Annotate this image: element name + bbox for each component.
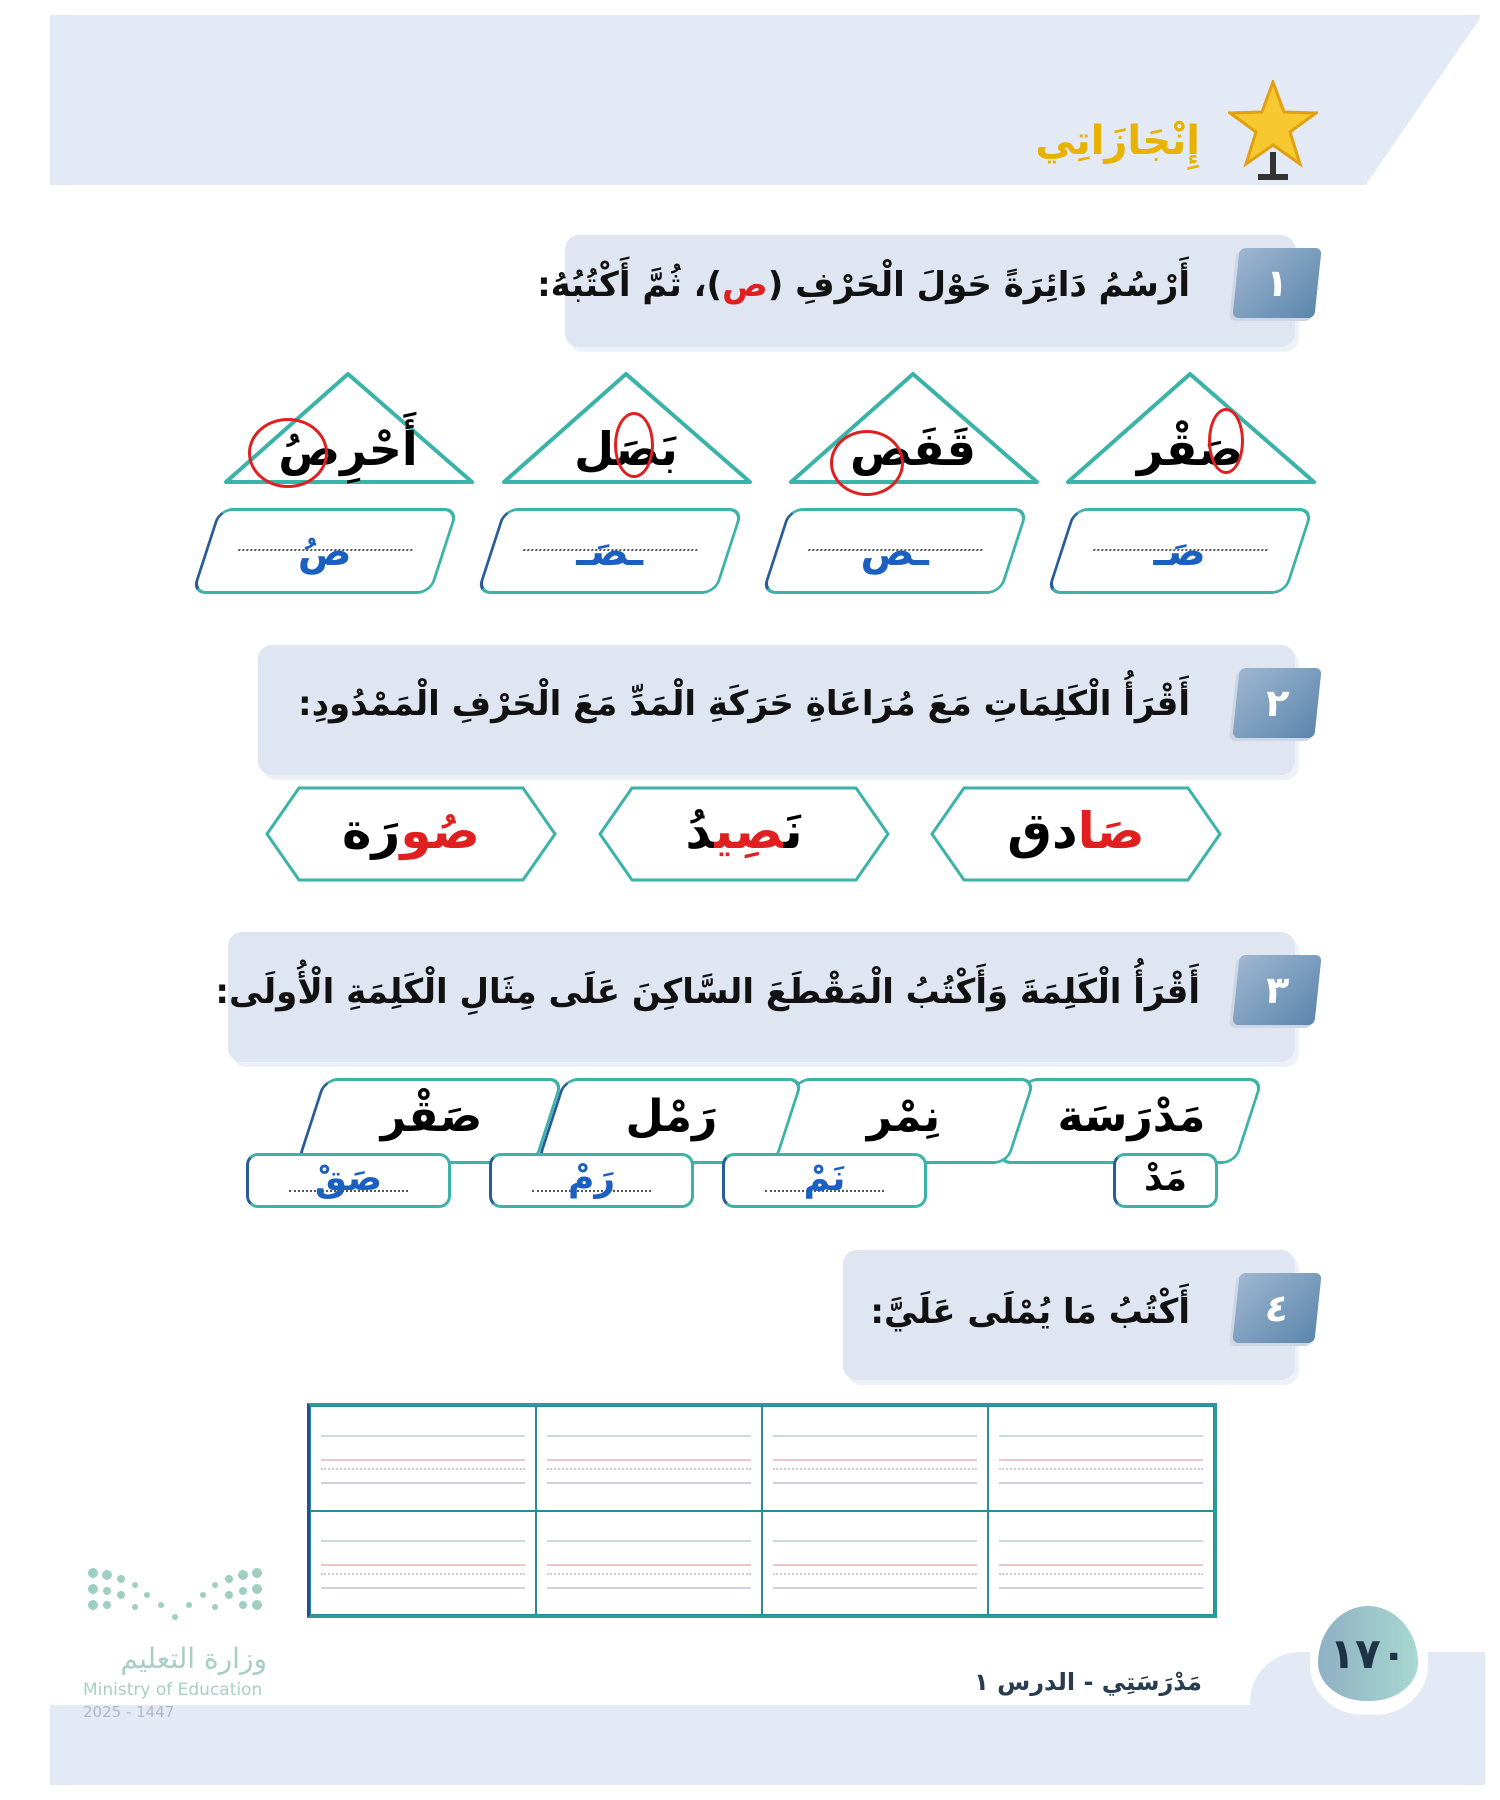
answer-text: صُ — [297, 529, 352, 575]
word: نِمْر — [866, 1091, 941, 1142]
word-triangle — [785, 370, 1041, 492]
word-card — [768, 1078, 1036, 1164]
answer-text: صَقْ — [314, 1158, 383, 1199]
year-label: 2025 - 1447 — [83, 1703, 175, 1721]
answer-text: نَمْ — [803, 1158, 846, 1199]
red-circle-mark — [1208, 408, 1244, 474]
question-4-text: أَكْتُبُ مَا يُمْلَى عَلَيَّ: — [870, 1292, 1190, 1332]
word: صَقْر — [380, 1091, 483, 1142]
answer-text: رَمْ — [567, 1158, 616, 1199]
word-card — [296, 1078, 564, 1164]
word: صَقْر — [1136, 422, 1244, 476]
word-triangle — [1062, 370, 1318, 492]
star-trophy-icon — [1228, 80, 1318, 185]
q1-letter: ص — [722, 265, 768, 305]
question-2-text: أَقْرَأُ الْكَلِمَاتِ مَعَ مُرَاعَاةِ حَرَكَةِ الْمَدِّ مَعَ الْحَرْفِ الْمَمْدُودِ: — [298, 684, 1190, 724]
lesson-label: مَدْرَسَتِي - الدرس ١ — [974, 1668, 1202, 1696]
writing-cell[interactable] — [988, 1511, 1214, 1616]
red-circle-mark — [248, 418, 328, 488]
word-hexagon: نَصِيدُ — [598, 786, 890, 882]
writing-cell[interactable] — [536, 1406, 762, 1511]
word-triangle — [220, 370, 476, 492]
answer-text: ـصَـ — [576, 529, 644, 575]
answer-text: صَـ — [1153, 529, 1206, 575]
question-4-badge: ٤ — [1232, 1273, 1321, 1343]
ministry-name-ar: وزارة التعليم — [120, 1642, 267, 1675]
word: أَحْرِصُ — [278, 422, 418, 476]
answer-box[interactable] — [476, 508, 744, 594]
page-number: ١٧٠ — [1318, 1606, 1418, 1701]
answer-box[interactable] — [489, 1153, 694, 1208]
page-title: إِنْجَازَاتِي — [1035, 118, 1200, 164]
word-hexagon: صَادق — [930, 786, 1222, 882]
question-1-text — [537, 265, 1190, 305]
answer-text: ـص — [860, 529, 929, 575]
word-card — [996, 1078, 1264, 1164]
writing-grid — [307, 1403, 1217, 1618]
writing-cell[interactable] — [536, 1511, 762, 1616]
writing-cell[interactable] — [762, 1511, 988, 1616]
word-hexagon: صُورَة — [265, 786, 557, 882]
answer-text: مَدْ — [1143, 1158, 1188, 1199]
answer-box[interactable] — [722, 1153, 927, 1208]
word-triangle — [498, 370, 754, 492]
question-1-badge: ١ — [1232, 248, 1321, 318]
writing-cell[interactable] — [762, 1406, 988, 1511]
ministry-logo-icon — [85, 1565, 265, 1627]
writing-cell[interactable] — [988, 1406, 1214, 1511]
answer-box[interactable] — [191, 508, 459, 594]
word-card — [536, 1078, 804, 1164]
red-circle-mark — [830, 430, 904, 496]
word: بَصَل — [574, 422, 678, 476]
question-2-badge: ٢ — [1232, 668, 1321, 738]
writing-cell[interactable] — [310, 1511, 536, 1616]
question-3-text: أَقْرَأُ الْكَلِمَةَ وَأَكْتُبُ الْمَقْطَعَ السَّاكِنَ عَلَى مِثَالِ الْكَلِمَةِ الْأُولَى: — [215, 972, 1200, 1012]
writing-cell[interactable] — [310, 1406, 536, 1511]
red-circle-mark — [614, 412, 654, 478]
answer-box[interactable] — [246, 1153, 451, 1208]
q1-text-after: )، ثُمَّ أَكْتُبُهُ: — [537, 265, 723, 305]
word: مَدْرَسَة — [1057, 1091, 1206, 1142]
answer-box[interactable] — [761, 508, 1029, 594]
ministry-name-en: Ministry of Education — [83, 1680, 263, 1700]
answer-box[interactable] — [1046, 508, 1314, 594]
q1-text-before: أَرْسُمُ دَائِرَةً حَوْلَ الْحَرْفِ ( — [767, 265, 1190, 305]
example-answer-box — [1113, 1153, 1218, 1208]
word: قَفَص — [850, 422, 976, 476]
question-3-badge: ٣ — [1232, 955, 1321, 1025]
word: رَمْل — [625, 1091, 718, 1142]
footer-band — [50, 1705, 1485, 1785]
